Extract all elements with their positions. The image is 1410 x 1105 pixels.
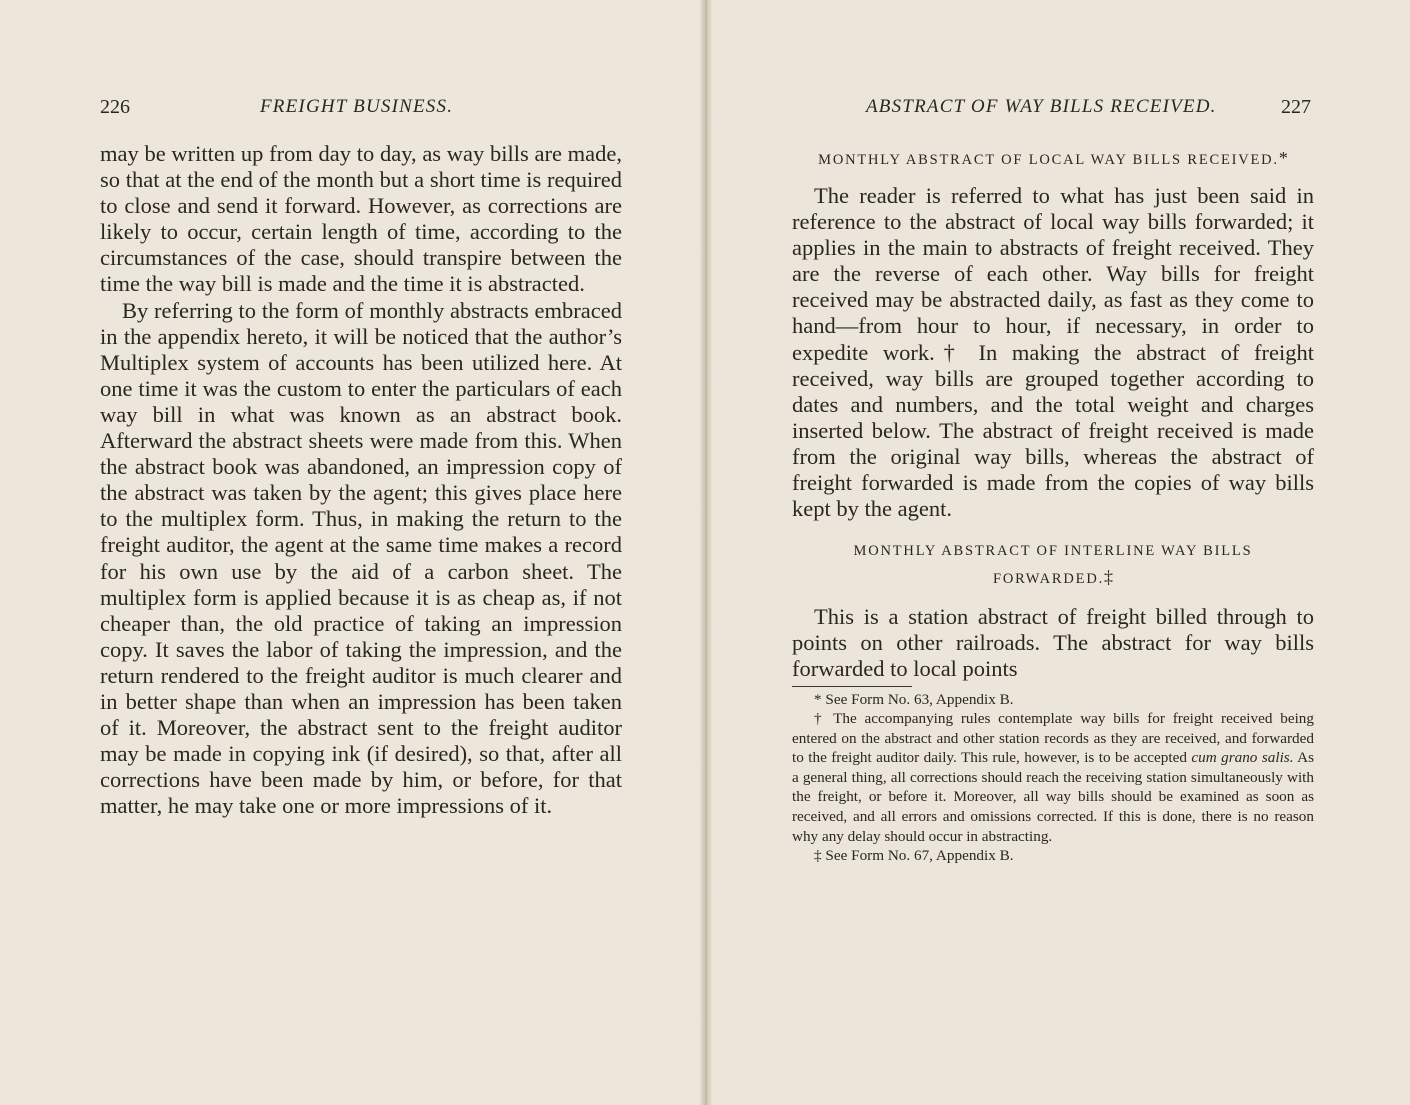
book-gutter — [700, 0, 712, 1105]
section-heading-interline-forwarded — [792, 538, 1314, 592]
right-text-column — [792, 145, 1314, 866]
section1-heading-text: MONTHLY ABSTRACT OF LOCAL WAY BILLS RECEIVED. — [818, 152, 1279, 168]
right-running-title: ABSTRACT OF WAY BILLS RECEIVED. — [866, 96, 1217, 117]
section2-heading-text: MONTHLY ABSTRACT OF INTERLINE WAY BILLS FORWARDED. — [853, 543, 1253, 588]
footnote-2-italic: cum grano salis. — [1191, 749, 1294, 767]
section1-paragraph: The reader is referred to what has just been said in reference to the abstract of local way bills forwarded; it applies in the main to abstracts of freight received. They are the reverse of each other. Way bills for freight received may be abstracted daily, as fast as they come to hand—from hour to hour, if necessary, in order to expedite work.† In making the abstract of freight received, way bills are grouped together according to dates and numbers, and the total weight and charges inserted below. The abstract of freight received is made from the original way bills, whereas the abstract of freight forwarded is made from the copies of way bills kept by the agent. — [792, 183, 1314, 522]
right-running-head — [866, 96, 1311, 122]
left-text-column — [100, 141, 622, 819]
footnote-3: ‡ See Form No. 67, Appendix B. — [814, 847, 1014, 865]
left-running-head — [100, 96, 620, 122]
footnote-2 — [792, 709, 1314, 846]
footnote-1: * See Form No. 63, Appendix B. — [814, 690, 1014, 708]
left-page-number: 226 — [100, 96, 130, 118]
right-page — [706, 0, 1410, 1105]
left-running-title: FREIGHT BUSINESS. — [260, 96, 454, 117]
section2-paragraph: This is a station abstract of freight billed through to points on other railroads. The abstract for way bills forwarded to local points — [792, 604, 1314, 682]
footnote-rule — [792, 686, 912, 687]
right-page-number: 227 — [1281, 96, 1311, 118]
footnotes — [792, 690, 1314, 866]
footnote-ref-double-dagger: ‡ — [1104, 567, 1114, 588]
footnote-2-text-b: As a general thing, all corrections should reach the receiving station simultaneously with the freight, or before it. Moreover, all way bills should be examined as soon as received, and all errors and omissions corrected. If this is done, there is no reason why any delay should occur in abstracting. — [792, 749, 1314, 845]
footnote-ref-asterisk: * — [1278, 148, 1288, 168]
left-paragraph-2: By referring to the form of monthly abstracts embraced in the appendix hereto, it will be noticed that the author’s Multiplex system of accounts has been utilized here. At one time it was the custom to enter the particulars of each way bill in what was known as an abstract book. Afterward the abstract sheets were made from this. When the abstract book was abandoned, an impression copy of the abstract was taken by the agent; this gives place here to the multiplex form. Thus, in making the return to the freight auditor, the agent at the same time makes a record for his own use by the aid of a carbon sheet. The multiplex form is applied because it is as cheap as, if not cheaper than, the old practice of taking an impression copy. It saves the labor of taking the impression, and the return rendered to the freight auditor is much clearer and in better shape than when an impression has been taken of it. Moreover, the abstract sent to the freight auditor may be made in copying ink (if desired), so that, after all corrections have been made by him, or before, for that matter, he may take one or more impressions of it. — [100, 297, 622, 819]
left-paragraph-1: may be written up from day to day, as way bills are made, so that at the end of the month but a short time is required to close and send it forward. However, as corrections are likely to occur, certain length of time, according to the circumstances of the case, should transpire between the time the way bill is made and the time it is abstracted. — [100, 141, 622, 297]
footnote-2-text-a: † The accompanying rules contemplate way bills for freight received being entered on the abstract and other station records as they are received, and forwarded to the freight auditor daily. This rule, however, is to be accepted — [792, 710, 1314, 767]
section-heading-local-received — [792, 145, 1314, 173]
